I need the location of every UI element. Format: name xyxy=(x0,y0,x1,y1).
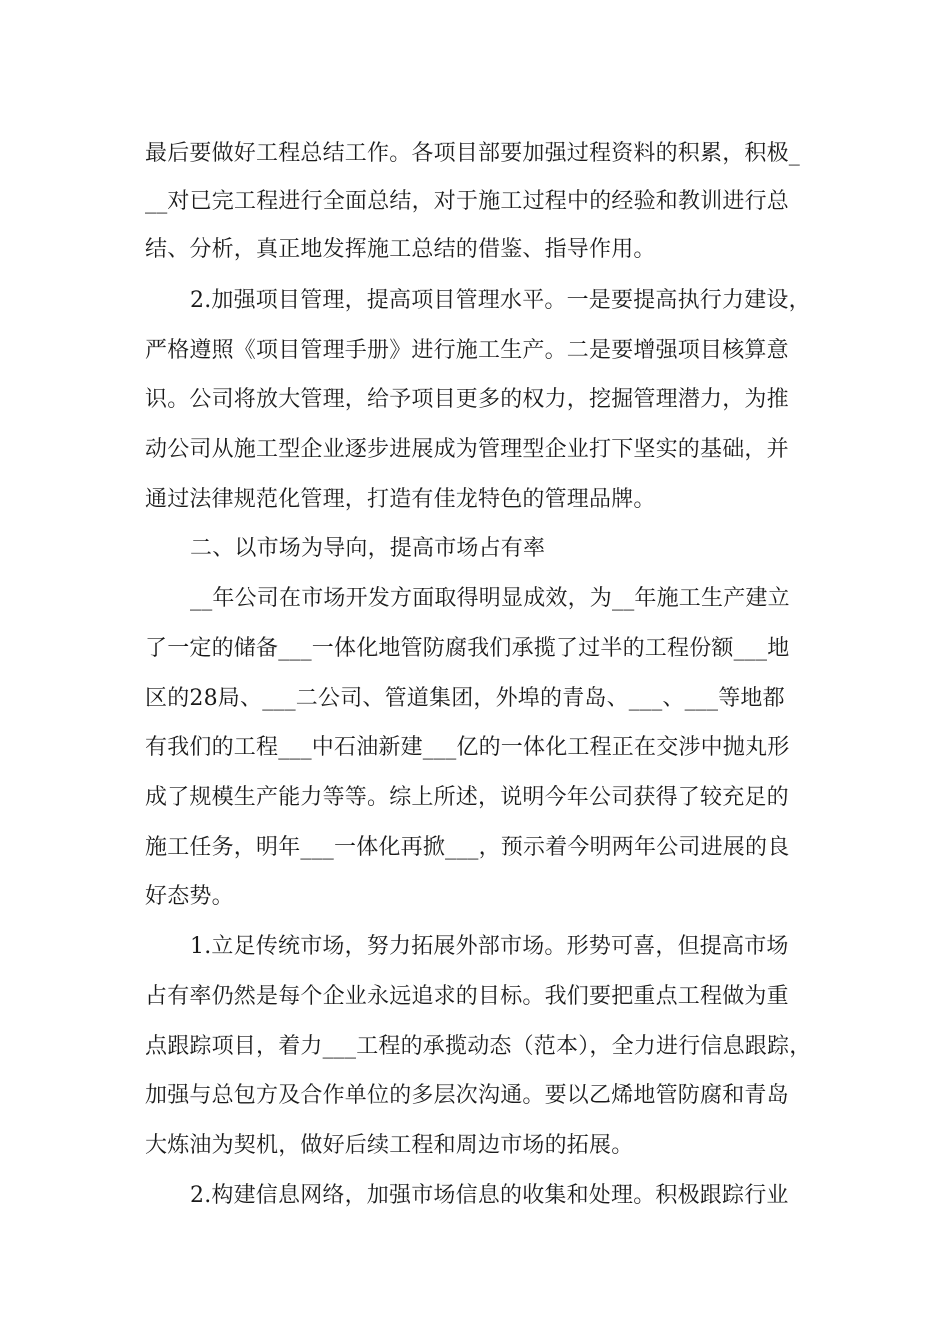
text-line: __对已完工程进行全面总结，对于施工过程中的经验和教训进行总 xyxy=(145,189,790,214)
text-line: 1.立足传统市场，努力拓展外部市场。形势可喜，但提高市场 xyxy=(190,934,789,959)
text-line: __年公司在市场开发方面取得明显成效，为__年施工生产建立 xyxy=(190,586,790,611)
text-line: 加强与总包方及合作单位的多层次沟通。要以乙烯地管防腐和青岛 xyxy=(145,1083,789,1108)
text-line: 最后要做好工程总结工作。各项目部要加强过程资料的积累，积极_ xyxy=(145,141,801,166)
text-line: 有我们的工程___中石油新建___亿的一体化工程正在交涉中抛丸形 xyxy=(145,735,790,760)
text-line: 好态势。 xyxy=(145,884,234,909)
text-line: 了一定的储备___一体化地管防腐我们承揽了过半的工程份额___地 xyxy=(145,636,790,661)
text-line: 区的28局、___二公司、管道集团，外埠的青岛、___、___等地都 xyxy=(145,686,785,711)
text-line: 成了规模生产能力等等。综上所述，说明今年公司获得了较充足的 xyxy=(145,785,789,810)
text-line: 占有率仍然是每个企业永远追求的目标。我们要把重点工程做为重 xyxy=(145,984,789,1009)
text-line: 大炼油为契机，做好后续工程和周边市场的拓展。 xyxy=(145,1133,634,1158)
text-line: 通过法律规范化管理，打造有佳龙特色的管理品牌。 xyxy=(145,487,656,512)
text-line: 2.构建信息网络，加强市场信息的收集和处理。积极跟踪行业 xyxy=(190,1183,789,1208)
text-line: 施工任务，明年___一体化再掀___，预示着今明两年公司进展的良 xyxy=(145,835,790,860)
text-line: 2.加强项目管理，提高项目管理水平。一是要提高执行力建设， xyxy=(190,288,811,313)
text-line: 识。公司将放大管理，给予项目更多的权力，挖掘管理潜力，为推 xyxy=(145,387,789,412)
text-line: 结、分析，真正地发挥施工总结的借鉴、指导作用。 xyxy=(145,237,656,262)
text-line: 点跟踪项目，着力___工程的承揽动态（范本），全力进行信息跟踪， xyxy=(145,1034,812,1059)
text-line: 动公司从施工型企业逐步进展成为管理型企业打下坚实的基础，并 xyxy=(145,437,789,462)
section-heading: 二、以市场为导向，提高市场占有率 xyxy=(190,536,546,561)
text-line: 严格遵照《项目管理手册》进行施工生产。二是要增强项目核算意 xyxy=(145,338,789,363)
